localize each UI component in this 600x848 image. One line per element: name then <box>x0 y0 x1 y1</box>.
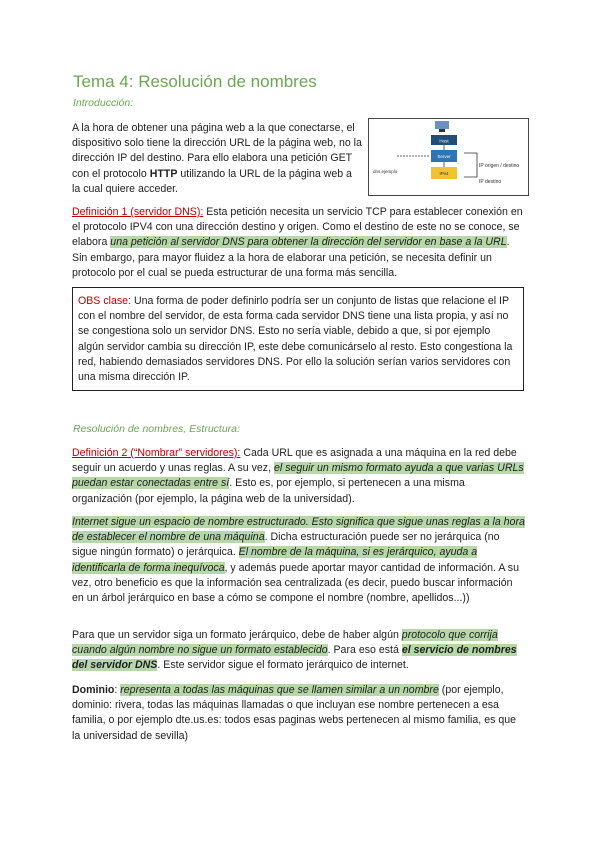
definition-2-text-a: Cada URL que es asignada a una máquina en la red debe seguir un acuerdo y unas reglas. A su vez, <box>72 447 517 475</box>
definition-1-text-b: . Sin embargo, para mayor fluidez a la hora de elaborar una petición, se necesita definir un protocolo por el cual se pueda estructurar de una forma más sencilla. <box>72 236 510 279</box>
hierarchy-text-b: , y además puede aportar mayor cantidad de información. A su vez, otro beneficio es que la información sea centralizada (es decir, puedo buscar información en un árbol jerárquico en base a cómo se compone el nombre (nombre, apellidos...)) <box>72 561 519 605</box>
diagram-right-label-2: IP destino <box>479 179 502 185</box>
dns-service-highlight-b: el servicio de nombres del servidor DNS <box>72 644 517 672</box>
domain-text-b: (por ejemplo, dominio: rivera, todas las máquinas llamadas o que incluyan ese nombre pertenecen a esa familia, o por ejemplo dte.us.es: todos esas paginas webs pertenecen al mismo familia, es que la universidad de sevilla) <box>72 684 516 742</box>
network-diagram <box>368 118 529 196</box>
obs-box <box>72 287 524 391</box>
page-title: Tema 4: Resolución de nombres <box>73 72 317 91</box>
intro-paragraph <box>72 121 362 197</box>
diagram-label-bot: IPv4 <box>439 171 449 176</box>
intro-heading: Introducción: <box>73 97 134 109</box>
dns-service-text-b: . Para eso está <box>327 644 402 657</box>
dns-service-highlight-a: protocolo que corrija cuando algún nombre no sigue un formato establecido <box>72 629 498 657</box>
definition-2-text-b: . Esto es, por ejemplo, si pertenecen a una misma organización (por ejemplo, la página web de la universidad). <box>72 477 465 505</box>
diagram-right-label-1: IP origen / destino <box>479 163 520 169</box>
computer-icon <box>435 121 449 129</box>
domain-highlight: representa a todas las máquinas que se llamen similar a un nombre <box>120 684 439 696</box>
definition-1-paragraph <box>72 205 527 281</box>
dns-service-paragraph <box>72 628 527 674</box>
diagram-label-mid: Server <box>437 154 451 159</box>
computer-stand-icon <box>439 129 445 132</box>
diagram-left-label: dns.ejemplo <box>373 169 398 174</box>
obs-text: Una forma de poder definirlo podría ser un conjunto de listas que relacione el IP con el nombre del servidor, de esta forma cada servidor DNS tiene una lista propia, y así no se congestiona solo un servidor DNS. Esto no sería viable, debido a que, si por ejemplo algún servidor cambia su dirección IP, este debe comunicárselo al resto. Esto congestiona la red, habiendo demasiados servidores DNS. Por ello la solución serían varios servidores con una misma dirección IP. <box>78 295 513 384</box>
diagram-label-top: Host <box>439 138 449 144</box>
intro-text-bold: HTTP <box>149 167 178 180</box>
definition-2-paragraph <box>72 446 527 507</box>
hierarchy-highlight-a: Internet sigue un espacio de nombre estructurado. Esto significa que sigue unas reglas a la hora de establecer el nombre de una máquina <box>72 516 525 544</box>
definition-1-highlight: una petición al servidor DNS para obtener la dirección del servidor en base a la URL <box>110 236 507 249</box>
definition-2-highlight: el seguir un mismo formato ayuda a que varias URLs puedan estar conectadas entre sí <box>72 462 524 490</box>
intro-text-2: utilizando la URL de la página web a la cual quiere acceder. <box>72 167 352 195</box>
definition-1-text-a: Esta petición necesita un servicio TCP para establecer conexión en el protocolo IPV4 con una dirección destino y origen. Como el destino de este no se conoce, se elabora <box>72 206 523 249</box>
section-2-heading: Resolución de nombres, Estructura: <box>73 423 240 435</box>
domain-label: Dominio <box>72 684 115 696</box>
definition-2-label: Definición 2 (“Nombrar” servidores): <box>72 447 241 459</box>
bracket-line <box>464 153 477 177</box>
obs-label: OBS clase: <box>78 295 131 307</box>
hierarchy-highlight-b: El nombre de la máquina, si es jerárquico, ayuda a identificarla de forma inequívoca <box>72 546 478 574</box>
hierarchy-paragraph <box>72 515 527 606</box>
domain-text-a: : <box>114 684 121 696</box>
domain-paragraph <box>72 683 527 744</box>
hierarchy-text-a: . Dicha estructuración puede ser no jerárquica (no sigue ningún formato) o jerárquica. <box>72 531 500 559</box>
intro-text-1: A la hora de obtener una página web a la que conectarse, el dispositivo solo tiene la dirección URL de la página web, no la dirección IP del destino. Para ello elabora una petición GET con el protocolo <box>72 122 362 180</box>
dns-service-text-c: . Este servidor sigue el formato jerárquico de internet. <box>157 659 409 672</box>
dns-service-text-a: Para que un servidor siga un formato jerárquico, debe de haber algún <box>72 629 402 641</box>
definition-1-label: Definición 1 (servidor DNS): <box>72 206 204 218</box>
